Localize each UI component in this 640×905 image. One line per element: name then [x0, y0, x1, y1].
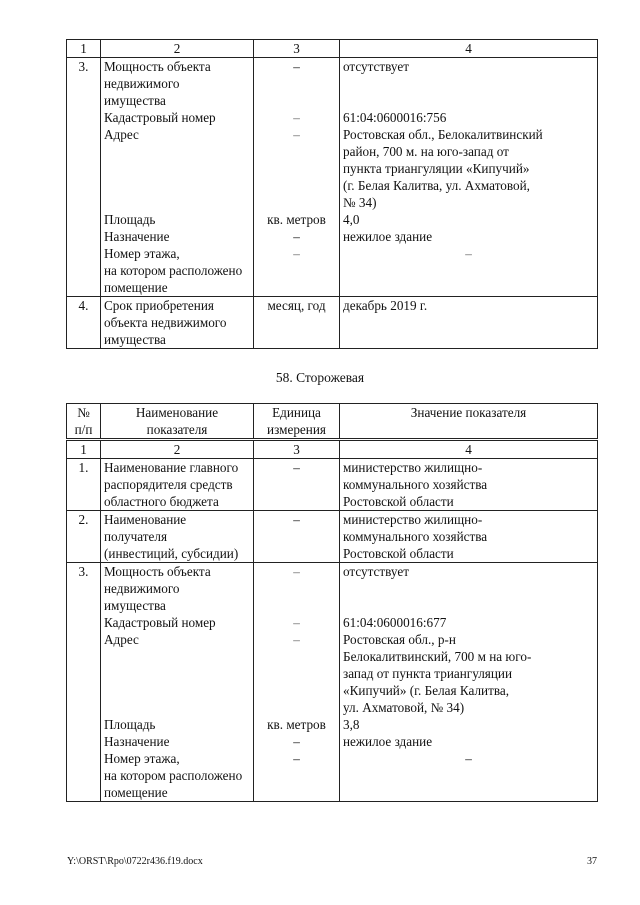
- cell-line: имущества: [104, 598, 166, 613]
- cell-line: [257, 784, 336, 801]
- indicator-name-cell: [101, 58, 254, 297]
- indicator-name-cell: [101, 297, 254, 349]
- indicator-name-cell: [101, 563, 254, 802]
- header-cell: 1: [67, 440, 101, 459]
- cell-line: (инвестиций, субсидии): [104, 546, 239, 561]
- cell-line: [104, 665, 250, 682]
- footer-file-path: Y:\ORST\Rpo\0722r436.f19.docx: [67, 856, 203, 867]
- cell-line: [343, 262, 594, 279]
- table-header-numbers: [67, 40, 598, 58]
- cell-line: нежилое здание: [343, 734, 433, 749]
- value-cell: [340, 459, 598, 511]
- indicator-name-cell: [101, 459, 254, 511]
- unit-cell: [254, 58, 340, 297]
- cell-line: Срок приобретения: [104, 298, 214, 313]
- cell-line: [343, 279, 594, 296]
- value-cell: [340, 511, 598, 563]
- cell-line: Номер этажа,: [104, 751, 180, 766]
- cell-line: № 34): [343, 195, 377, 210]
- cell-line: [257, 682, 336, 699]
- cell-line: [257, 665, 336, 682]
- cell-line: –: [293, 110, 300, 125]
- cell-line: Площадь: [104, 212, 156, 227]
- cell-line: имущества: [104, 332, 166, 347]
- cell-line: [343, 580, 594, 597]
- indicator-name-cell: [101, 511, 254, 563]
- cell-line: –: [293, 632, 300, 647]
- cell-line: Кадастровый номер: [104, 615, 216, 630]
- cell-line: [104, 143, 250, 160]
- cell-line: отсутствует: [343, 59, 409, 74]
- unit-cell: [254, 563, 340, 802]
- row-number: 3.: [67, 563, 101, 802]
- table-head: [67, 404, 598, 440]
- cell-line: №: [77, 405, 90, 420]
- cell-line: Ростовская обл., Белокалитвинский: [343, 127, 543, 142]
- cell-line: получателя: [104, 529, 168, 544]
- cell-line: Мощность объекта: [104, 59, 211, 74]
- cell-line: Номер этажа,: [104, 246, 180, 261]
- cell-line: [257, 580, 336, 597]
- cell-line: Единица: [272, 405, 321, 420]
- cell-line: –: [293, 615, 300, 630]
- cell-line: распорядителя средств: [104, 477, 233, 492]
- cell-line: помещение: [104, 280, 168, 295]
- cell-line: [343, 767, 594, 784]
- cell-line: [104, 682, 250, 699]
- cell-line: коммунального хозяйства: [343, 477, 488, 492]
- table-row: [67, 297, 598, 349]
- value-cell: [340, 563, 598, 802]
- cell-line: [257, 160, 336, 177]
- cell-line: [257, 597, 336, 614]
- cell-line: [104, 699, 250, 716]
- cell-line: [343, 597, 594, 614]
- head-cell-number: [67, 404, 101, 440]
- cell-line: 61:04:0600016:677: [343, 615, 447, 630]
- cell-line: 4,0: [343, 212, 360, 227]
- cell-line: «Кипучий» (г. Белая Калитва,: [343, 683, 510, 698]
- header-cell: 3: [254, 440, 340, 459]
- unit-cell: [254, 511, 340, 563]
- cell-line: Адрес: [104, 632, 139, 647]
- cell-line: [257, 177, 336, 194]
- cell-line: –: [293, 512, 300, 527]
- cell-line: Площадь: [104, 717, 156, 732]
- header-cell: 2: [101, 440, 254, 459]
- cell-line: [257, 75, 336, 92]
- header-cell: 4: [340, 440, 598, 459]
- cell-line: [104, 648, 250, 665]
- cell-line: Наименование: [135, 405, 219, 420]
- cell-line: [257, 262, 336, 279]
- cell-line: (г. Белая Калитва, ул. Ахматовой,: [343, 178, 530, 193]
- cell-line: [257, 767, 336, 784]
- cell-line: на котором расположено: [104, 263, 243, 278]
- cell-line: на котором расположено: [104, 768, 243, 783]
- cell-line: [257, 194, 336, 211]
- cell-line: Белокалитвинский, 700 м на юго-: [343, 649, 532, 664]
- cell-line: Ростовская обл., р-н: [343, 632, 456, 647]
- cell-line: Наименование: [104, 512, 187, 527]
- cell-line: [343, 784, 594, 801]
- table-row: [67, 511, 598, 563]
- cell-line: 61:04:0600016:756: [343, 110, 447, 125]
- value-cell: [340, 58, 598, 297]
- cell-line: ул. Ахматовой, № 34): [343, 700, 465, 715]
- cell-line: –: [293, 127, 300, 142]
- cell-line: Назначение: [104, 734, 170, 749]
- cell-line: Кадастровый номер: [104, 110, 216, 125]
- header-cell: 1: [67, 40, 101, 58]
- cell-line: [104, 177, 250, 194]
- table-1: [66, 39, 598, 349]
- cell-line: [257, 699, 336, 716]
- section-title: 58. Сторожевая: [275, 370, 365, 385]
- cell-line: [257, 648, 336, 665]
- cell-line: Адрес: [104, 127, 139, 142]
- cell-line: –: [293, 564, 300, 579]
- table-row: [67, 58, 598, 297]
- table-header-numbers: [67, 440, 598, 459]
- cell-line: –: [465, 246, 472, 261]
- cell-line: [257, 92, 336, 109]
- cell-line: [343, 75, 594, 92]
- cell-line: Наименование главного: [104, 460, 239, 475]
- cell-line: недвижимого: [104, 581, 180, 596]
- row-number: 3.: [67, 58, 101, 297]
- cell-line: [257, 279, 336, 296]
- cell-line: кв. метров: [267, 717, 326, 732]
- cell-line: 3,8: [343, 717, 360, 732]
- value-cell: [340, 297, 598, 349]
- cell-line: коммунального хозяйства: [343, 529, 488, 544]
- cell-line: помещение: [104, 785, 168, 800]
- cell-line: министерство жилищно-: [343, 460, 483, 475]
- row-number: 1.: [67, 459, 101, 511]
- cell-line: Значение показателя: [410, 405, 527, 420]
- cell-line: нежилое здание: [343, 229, 433, 244]
- head-cell-unit: [254, 404, 340, 440]
- cell-line: Назначение: [104, 229, 170, 244]
- cell-line: месяц, год: [267, 298, 326, 313]
- cell-line: –: [293, 229, 300, 244]
- head-cell-indicator: [101, 404, 254, 440]
- cell-line: район, 700 м. на юго-запад от: [343, 144, 509, 159]
- cell-line: показателя: [146, 422, 208, 437]
- cell-line: кв. метров: [267, 212, 326, 227]
- cell-line: [104, 194, 250, 211]
- cell-line: [104, 160, 250, 177]
- row-number: 4.: [67, 297, 101, 349]
- unit-cell: [254, 459, 340, 511]
- cell-line: областного бюджета: [104, 494, 219, 509]
- cell-line: [343, 92, 594, 109]
- head-cell-value: [340, 404, 598, 440]
- cell-line: [257, 143, 336, 160]
- table-2: [66, 403, 598, 802]
- cell-line: –: [293, 460, 300, 475]
- header-cell: 3: [254, 40, 340, 58]
- cell-line: отсутствует: [343, 564, 409, 579]
- table-row: [67, 459, 598, 511]
- cell-line: запад от пункта триангуляции: [343, 666, 513, 681]
- cell-line: декабрь 2019 г.: [343, 298, 428, 313]
- cell-line: –: [293, 59, 300, 74]
- row-number: 2.: [67, 511, 101, 563]
- cell-line: –: [293, 734, 300, 749]
- cell-line: –: [293, 751, 300, 766]
- table-row: [67, 563, 598, 802]
- cell-line: Ростовской области: [343, 494, 454, 509]
- unit-cell: [254, 297, 340, 349]
- cell-line: –: [465, 751, 472, 766]
- cell-line: объекта недвижимого: [104, 315, 227, 330]
- cell-line: министерство жилищно-: [343, 512, 483, 527]
- cell-line: Ростовской области: [343, 546, 454, 561]
- header-cell: 4: [340, 40, 598, 58]
- cell-line: имущества: [104, 93, 166, 108]
- cell-line: пункта триангуляции «Кипучий»: [343, 161, 530, 176]
- cell-line: –: [293, 246, 300, 261]
- cell-line: измерения: [267, 422, 326, 437]
- cell-line: п/п: [74, 422, 93, 437]
- cell-line: недвижимого: [104, 76, 180, 91]
- header-cell: 2: [101, 40, 254, 58]
- footer-page-number: 37: [587, 856, 597, 867]
- cell-line: Мощность объекта: [104, 564, 211, 579]
